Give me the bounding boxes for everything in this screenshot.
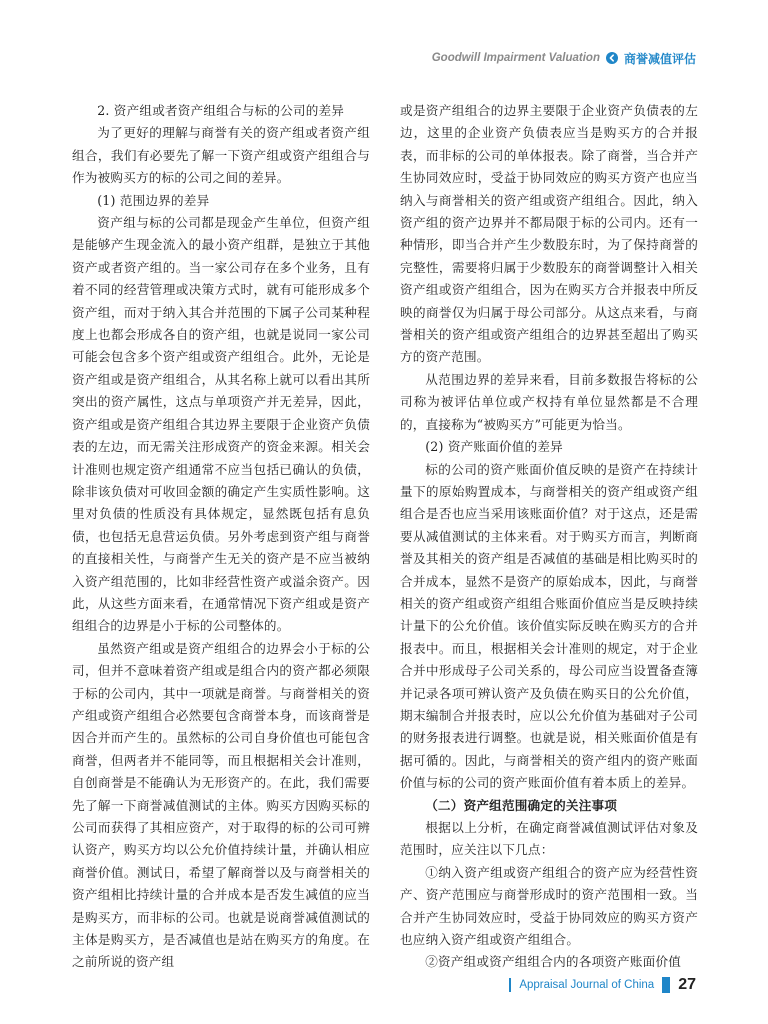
paragraph: (1) 范围边界的差异 bbox=[97, 192, 210, 208]
paragraph: 资产组与标的公司都是现金产生单位，但资产组是能够产生现金流入的最小资产组群，是独立于其他资产或者资产组的。当一家公司存在多个业务，且有着不同的经营管理或决策方式时，就有可能形成多个资产组，而对于纳入其合并范围的下属子公司某种程度上也都会形成各自的资产组，也就是说同一家公司可能会包含多个资产组或资产组组合。此外，无论是资产组或是资产组组合，从其名称上就可以看出其所突出的资产属性，这点与单项资产并无差异，因此，资产组或是资产组组合其边界主要限于企业资产负债表的左边，而无需关注形成资产的资金来源。相关会计准则也规定资产组通常不应当包括已确认的负债，除非该负债对可收回金额的确定产生实质性影响。这里对负债的性质没有具体规定，显然既包括有息负债，也包括无息营运负债。另外考虑到资产组与商誉的直接相关性，与商誉产生无关的资产是不应当被纳入资产组范围的，比如非经营性资产或溢余资产。因此，从这些方面来看，在通常情况下资产组或是资产组组合的边界是小于标的公司整体的。 bbox=[72, 215, 370, 634]
header-journal-title: Goodwill Impairment Valuation bbox=[431, 52, 600, 64]
paragraph: 从范围边界的差异来看，目前多数报告将标的公司称为被评估单位或产权持有单位显然都是不合理的，直接称为“被购买方”可能更为恰当。 bbox=[400, 371, 698, 432]
paragraph: ①纳入资产组或资产组组合的资产应为经营性资产、资产范围应与商誉形成时的资产范围相一致。当合并产生协同效应时，受益于协同效应的购买方资产也应纳入资产组或资产组组合。 bbox=[400, 864, 698, 948]
left-column bbox=[72, 100, 370, 970]
paragraph: （二）资产组范围确定的关注事项 bbox=[425, 797, 618, 813]
paragraph: 根据以上分析，在确定商誉减值测试评估对象及范围时，应关注以下几点： bbox=[400, 820, 698, 858]
paragraph: (2) 资产账面价值的差异 bbox=[425, 439, 563, 455]
footer-marker bbox=[662, 977, 670, 993]
paragraph: 或是资产组组合的边界主要限于企业资产负债表的左边，这里的企业资产负债表应当是购买方的合并报表，而非标的公司的单体报表。除了商誉，当合并产生协同效应时，受益于协同效应的购买方资产也应当纳入与商誉相关的资产组或资产组组合。因此，纳入资产组的资产边界并不都局限于标的公司内。还有一种情形，即当合并产生少数股东时，为了保持商誉的完整性，需要将归属于少数股东的商誉调整计入相关资产组或资产组组合，因为在购买方合并报表中所反映的商誉仅为归属于母公司部分。从这点来看，与商誉相关的资产组或资产组组合的边界甚至超出了购买方的资产范围。 bbox=[400, 103, 698, 365]
paragraph: 为了更好的理解与商誉有关的资产组或者资产组组合，我们有必要先了解一下资产组或资产组组合与作为被购买方的标的公司之间的差异。 bbox=[72, 125, 370, 186]
page-number: 27 bbox=[678, 976, 696, 993]
paragraph: 2. 资产组或者资产组组合与标的公司的差异 bbox=[97, 103, 345, 118]
chevron-left-circle-icon bbox=[606, 52, 618, 64]
paragraph: ②资产组或资产组组合内的各项资产账面价值 bbox=[425, 954, 682, 970]
header-section-title: 商誉减值评估 bbox=[623, 51, 696, 66]
footer-journal-name: Appraisal Journal of China bbox=[519, 979, 655, 991]
right-column bbox=[400, 100, 698, 970]
running-header bbox=[432, 48, 696, 68]
footer-divider bbox=[509, 978, 511, 992]
article-body bbox=[72, 100, 698, 970]
running-footer bbox=[509, 976, 696, 994]
paragraph: 标的公司的资产账面价值反映的是资产在持续计量下的原始购置成本，与商誉相关的资产组或资产组组合是否也应当采用该账面价值？对于这点，还是需要从减值测试的主体来看。对于购买方而言，判断商誉及其相关的资产组是否减值的基础是相比购买时的合并成本，显然不是资产的原始成本，因此，与商誉相关的资产组或资产组组合账面价值应当是反映持续计量下的公允价值。该价值实际反映在购买方的合并报表中。而且，根据相关会计准则的规定，对于企业合并中形成母子公司关系的，母公司应当设置备查簿并记录各项可辨认资产及负债在购买日的公允价值，期末编制合并报表时，应以公允价值为基础对子公司的财务报表进行调整。也就是说，相关账面价值是有据可循的。因此，与商誉相关的资产组内的资产账面价值与标的公司的资产账面价值有着本质上的差异。 bbox=[400, 461, 698, 791]
paragraph: 虽然资产组或是资产组组合的边界会小于标的公司，但并不意味着资产组或是组合内的资产都必须限于标的公司内，其中一项就是商誉。与商誉相关的资产组或资产组组合必然要包含商誉本身，而该商誉是因合并而产生的。虽然标的公司自身价值也可能包含商誉，但两者并不能同等，而且根据相关会计准则，自创商誉是不能确认为无形资产的。在此，我们需要先了解一下商誉减值测试的主体。购买方因购买标的公司而获得了其相应资产，对于取得的标的公司可辨认资产，购买方均以公允价值持续计量，并确认相应商誉价值。测试日，希望了解商誉以及与商誉相关的资产组相比持续计量的合并成本是否发生减值的应当是购买方，而非标的公司。也就是说商誉减值测试的主体是购买方，是否减值也是站在购买方的角度。在之前所说的资产组 bbox=[72, 640, 370, 970]
